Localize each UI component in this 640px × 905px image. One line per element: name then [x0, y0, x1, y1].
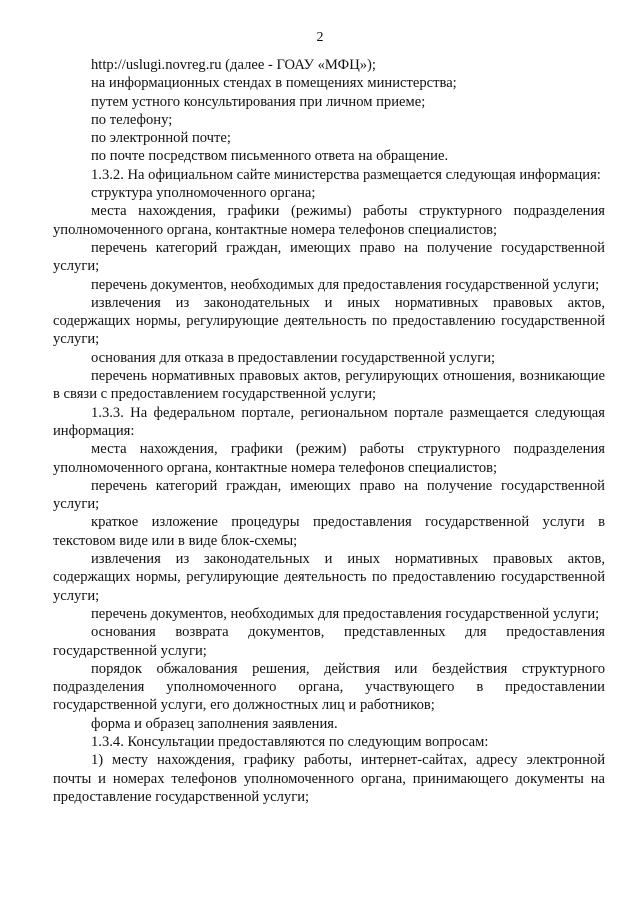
paragraph: по почте посредством письменного ответа на обращение.: [91, 148, 449, 165]
paragraph: 1.3.3. На федеральном портале, региональном портале размещается следующая информация:: [53, 404, 605, 439]
paragraph: извлечения из законодательных и иных нормативных правовых актов, содержащих нормы, регулирующие деятельность по предоставлению государственной услуги;: [53, 551, 605, 604]
document-body: [53, 56, 605, 806]
page-number: 2: [316, 30, 324, 45]
paragraph: 1) месту нахождения, графику работы, интернет-сайтах, адресу электронной почты и номерах телефонов уполномоченного органа, принимающего документы на предоставление государственной услуги;: [53, 752, 605, 805]
paragraph: места нахождения, графики (режимы) работы структурного подразделения уполномоченного органа, контактные номера телефонов специалистов;: [53, 203, 605, 238]
paragraph: по электронной почте;: [91, 130, 231, 147]
paragraph: перечень категорий граждан, имеющих право на получение государственной услуги;: [53, 239, 605, 275]
paragraph: места нахождения, графики (режим) работы структурного подразделения уполномоченного органа, контактные номера телефонов специалистов;: [53, 441, 605, 476]
paragraph: структура уполномоченного органа;: [91, 185, 316, 202]
paragraph: основания возврата документов, представленных для предоставления государственной услуги;: [53, 624, 605, 659]
paragraph: краткое изложение процедуры предоставления государственной услуги в текстовом виде или в виде блок-схемы;: [53, 514, 605, 549]
paragraph: перечень документов, необходимых для предоставления государственной услуги;: [91, 276, 600, 293]
paragraph: http://uslugi.novreg.ru (далее - ГОАУ «МФЦ»);: [91, 57, 376, 73]
paragraph: извлечения из законодательных и иных нормативных правовых актов, содержащих нормы, регулирующие деятельность по предоставлению государственной услуги;: [53, 294, 605, 348]
paragraph: перечень категорий граждан, имеющих право на получение государственной услуги;: [53, 477, 605, 513]
paragraph: порядок обжалования решения, действия или бездействия структурного подразделения уполномоченного органа, участвующего в предоставлении государственной услуги, его должностных лиц и работников;: [53, 660, 605, 714]
paragraph: на информационных стендах в помещениях министерства;: [91, 75, 457, 92]
paragraph: 1.3.2. На официальном сайте министерства размещается следующая информация:: [91, 166, 601, 183]
paragraph: форма и образец заполнения заявления.: [91, 715, 338, 732]
paragraph: 1.3.4. Консультации предоставляются по следующим вопросам:: [91, 733, 489, 750]
paragraph: основания для отказа в предоставлении государственной услуги;: [91, 349, 496, 366]
paragraph: по телефону;: [91, 111, 173, 128]
paragraph: перечень нормативных правовых актов, регулирующих отношения, возникающие в связи с предоставлением государственной услуги;: [53, 368, 605, 403]
paragraph: перечень документов, необходимых для предоставления государственной услуги;: [91, 605, 600, 622]
paragraph: путем устного консультирования при личном приеме;: [91, 93, 426, 110]
